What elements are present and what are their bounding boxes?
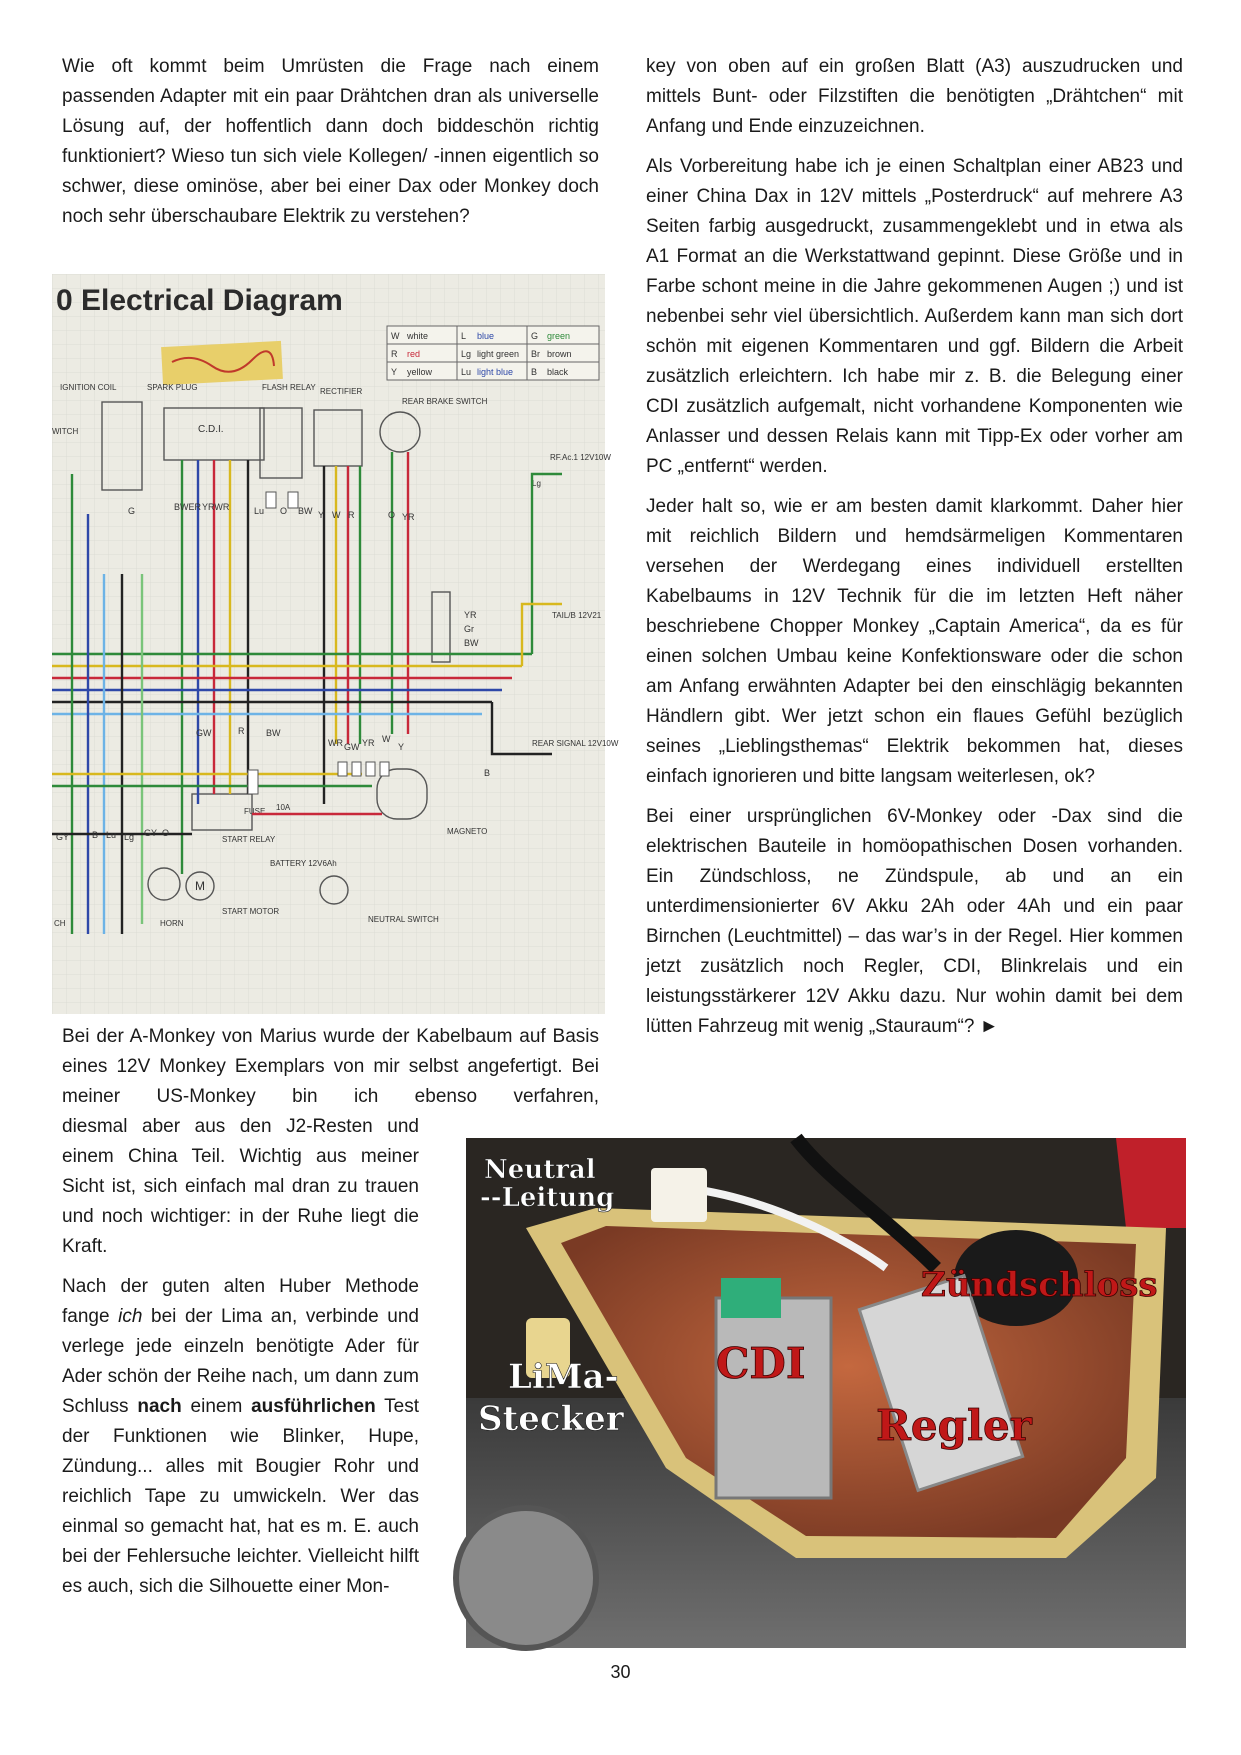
wire-code: W xyxy=(382,734,391,744)
label-neutral-line: --Leitung xyxy=(480,1183,615,1213)
wire-code: Y xyxy=(318,510,325,520)
label-zuendschloss: Zündschloss xyxy=(921,1265,1158,1305)
wire-code: BW xyxy=(266,728,281,738)
wire-code: Lg xyxy=(124,832,135,842)
label-start-motor: START MOTOR xyxy=(222,907,280,916)
connector-pin xyxy=(338,762,347,776)
wire-code: R xyxy=(348,510,355,520)
wiring-photo xyxy=(466,1138,1186,1648)
left-column-middle xyxy=(62,1022,599,1122)
motor-label: M xyxy=(195,879,205,893)
connector-pin xyxy=(266,492,276,508)
label-neutral: Neutral xyxy=(484,1155,596,1185)
right-column xyxy=(646,52,1183,1052)
text-run: einem xyxy=(181,1396,252,1417)
label-rear-signal: REAR SIGNAL 12V10W xyxy=(532,739,619,748)
wire-code: GY xyxy=(56,832,70,842)
legend-name: brown xyxy=(547,349,572,359)
label-start-relay: START RELAY xyxy=(222,835,276,844)
label-ch: CH xyxy=(54,919,66,928)
label-horn: HORN xyxy=(160,919,184,928)
legend-name: red xyxy=(407,349,421,359)
legend-code: W xyxy=(391,331,400,341)
wire-code: YR xyxy=(464,610,477,620)
connector-pin xyxy=(352,762,361,776)
legend-name: black xyxy=(547,367,569,377)
wire-code: B xyxy=(92,830,99,840)
electrical-diagram xyxy=(52,274,619,1014)
legend-code: G xyxy=(531,331,539,341)
wire-code: YR xyxy=(402,512,415,522)
wire-code: Gr xyxy=(464,624,474,634)
wire-code: O xyxy=(162,828,170,838)
wire-code: WR xyxy=(328,738,343,748)
legend-code: B xyxy=(531,367,538,377)
paragraph: Wie oft kommt beim Umrüsten die Frage nach einem passenden Adapter mit ein paar Drähtchen dran als universelle Lösung auf, der hoffentlich dann doch biddeschön richtig funktioniert? Wieso tun sich viele Kollegen/ -innen eigentlich so schwer, diese ominöse, aber bei einer Dax oder Monkey doch noch sehr überschaubare Elektrik zu verstehen? xyxy=(62,56,599,227)
wire-code: W xyxy=(332,510,341,520)
legend-name: yellow xyxy=(407,367,433,377)
label-neutral-switch: NEUTRAL SWITCH xyxy=(368,915,439,924)
wire-code: Y xyxy=(398,742,405,752)
wire-code: BW xyxy=(298,506,313,516)
legend-name: green xyxy=(547,331,571,341)
left-column-top xyxy=(62,52,599,242)
label-cdi: CDI xyxy=(716,1339,806,1388)
paragraph: Bei der A-Monkey von Marius wurde der Kabelbaum auf Basis eines 12V Monkey Exemplars von mir selbst angefertigt. Bei meiner US-Monkey bin ich ebenso verfahren, xyxy=(62,1026,599,1107)
legend-code: R xyxy=(391,349,398,359)
fuse-symbol xyxy=(248,770,258,794)
legend-code: Y xyxy=(391,367,398,377)
label-regler: Regler xyxy=(876,1401,1032,1450)
legend-code: L xyxy=(461,331,467,341)
diagram-title: 0 Electrical Diagram xyxy=(56,284,343,317)
paragraph: Bei einer ursprünglichen 6V-Monkey oder -Dax sind die elektrischen Bauteile in homöopathischen Dosen vorhanden. Ein Zündschloss, ne Zündspule, ab und an ein unterdimensionierter 6V Akku 2Ah oder 4Ah und ein paar Birnchen (Leuchtmittel) – das war’s in der Regel. Hier kommen jetzt zusätzlich noch Regler, CDI, Blinkrelais und ein leistungsstärkerer 12V Akku dazu. Nur wohin damit bei dem lütten Fahrzeug mit wenig „Stauraum“? ► xyxy=(646,806,1183,1037)
emphasis: ich xyxy=(118,1306,143,1327)
label-ignition-coil: IGNITION COIL xyxy=(60,383,117,392)
sticky-note xyxy=(161,341,283,385)
legend-name: blue xyxy=(477,331,495,341)
wire-code: BW xyxy=(464,638,479,648)
page-number: 30 xyxy=(610,1662,631,1682)
wire-code: GW xyxy=(344,742,360,752)
electrical-diagram-figure xyxy=(52,274,619,1014)
green-relay xyxy=(721,1278,781,1318)
label-battery: BATTERY 12V6Ah xyxy=(270,859,337,868)
label-spark-plug: SPARK PLUG xyxy=(147,383,198,392)
legend-name: white xyxy=(407,331,429,341)
label-rf: RF.Ac.1 12V10W xyxy=(550,453,611,462)
connector-pin xyxy=(288,492,298,508)
wire-code: GW xyxy=(196,728,212,738)
left-column-wrap xyxy=(62,1112,419,1612)
wire-code: B xyxy=(484,768,491,778)
cdi-module xyxy=(716,1298,831,1498)
wire-code: YR xyxy=(362,738,375,748)
color-legend xyxy=(387,326,599,380)
red-frame-part xyxy=(1116,1138,1186,1228)
label-witch: WITCH xyxy=(52,427,79,436)
flywheel xyxy=(456,1508,596,1648)
paragraph xyxy=(62,1272,419,1602)
paragraph: Als Vorbereitung habe ich je einen Schaltplan einer AB23 und einer China Dax in 12V mittels „Posterdruck“ auf mehrere A3 Seiten farbig ausgedruckt, zusammengeklebt und in etwa als A1 Format an die Werkstattwand gepinnt. Diese Größe und in Farbe schont meine in die Jahre gekommenen Augen ;) und ist nebenbei sehr viel übersichtlich. Außerdem kann man sich dort schön mit eigenen Kommentaren und ggf. Bildern die Arbeit zusätzlich erleichtern. Ich habe mir z. B. die Belegung einer CDI zusätzlich aufgemalt, nicht vorhandene Komponenten wie Anlasser und dessen Relais kann mit Tipp-Ex oder vorher am PC „entfernt“ werden. xyxy=(646,156,1183,477)
text-run: Nach der guten alten Huber Methode fange xyxy=(62,1276,419,1327)
wire-code: Lu xyxy=(254,506,265,516)
label-lima: LiMa- xyxy=(508,1357,619,1397)
bold-text: ausführlichen xyxy=(251,1396,376,1417)
wire-code: Lu xyxy=(106,830,117,840)
label-flash-relay: FLASH RELAY xyxy=(262,383,316,392)
label-magneto: MAGNETO xyxy=(447,827,488,836)
legend-code: Br xyxy=(531,349,540,359)
label-stecker: Stecker xyxy=(478,1399,624,1439)
connector-pin xyxy=(380,762,389,776)
label-fuse: FUSE xyxy=(244,807,266,816)
label-rectifier: RECTIFIER xyxy=(320,387,363,396)
legend-name: light blue xyxy=(477,367,514,377)
paragraph: key von oben auf ein großen Blatt (A3) auszudrucken und mittels Bunt- oder Filzstiften die benötigten „Drähtchen“ mit Anfang und Ende einzuzeichnen. xyxy=(646,56,1183,137)
cdi-label: C.D.I. xyxy=(198,424,224,435)
wire-code: G xyxy=(128,506,136,516)
label-fuse-value: 10A xyxy=(276,803,291,812)
wire-code: YRWR xyxy=(202,502,230,512)
white-connector xyxy=(651,1168,707,1222)
wire-code: R xyxy=(238,726,245,736)
bold-text: nach xyxy=(137,1396,182,1417)
paragraph: diesmal aber aus den J2-Resten und einem China Teil. Wichtig aus meiner Sicht ist, sich einfach mal dran zu trauen und noch wichtiger: in der Ruhe liegt die Kraft. xyxy=(62,1116,419,1257)
wiring-photo-illustration xyxy=(466,1138,1186,1648)
paragraph: Jeder halt so, wie er am besten damit klarkommt. Daher hier mit reichlich Bildern und hemdsärmeligen Kommentaren versehen der Werdegang eines individuell erstellten Kabelbaums in 12V Technik für die im letzten Heft näher beschriebene Chopper Monkey „Captain America“, da es für einen solchen Umbau keine Konfektionsware oder die schon am Anfang erwähnten Adapter bei den einschlägig bekannten Händlern gibt. Wer jetzt schon ein flaues Gefühl bezüglich seines „Lieblingsthemas“ Elektrik bekommen hat, dieses einfach ignorieren und bitte langsam weiterlesen, ok? xyxy=(646,496,1183,787)
wire-code: O xyxy=(388,510,396,520)
text-run: Test der Funktionen wie Blinker, Hupe, Zündung... alles mit Bougier Rohr und reichlich Tape zu umwickeln. Wer das einmal so gemacht hat, hat es m. E. auch bei der Fehlersuche leichter. Vielleicht hilft es auch, sich die Silhouette einer Mon- xyxy=(62,1396,420,1597)
text-run: bei der Lima an, verbinde und verlege jede einzeln benötigte Ader für Ader schön der Reihe nach, um dann zum Schluss xyxy=(62,1306,419,1417)
label-rear-brake-switch: REAR BRAKE SWITCH xyxy=(402,397,488,406)
label-tail: TAIL/B 12V21 xyxy=(552,611,602,620)
label-lg: Lg xyxy=(532,479,541,488)
connector-pin xyxy=(366,762,375,776)
wire-code: GY xyxy=(144,828,158,838)
wire-code: O xyxy=(280,506,288,516)
legend-name: light green xyxy=(477,349,520,359)
wire-code: BWER xyxy=(174,502,201,512)
legend-code: Lu xyxy=(461,367,472,377)
legend-code: Lg xyxy=(461,349,472,359)
